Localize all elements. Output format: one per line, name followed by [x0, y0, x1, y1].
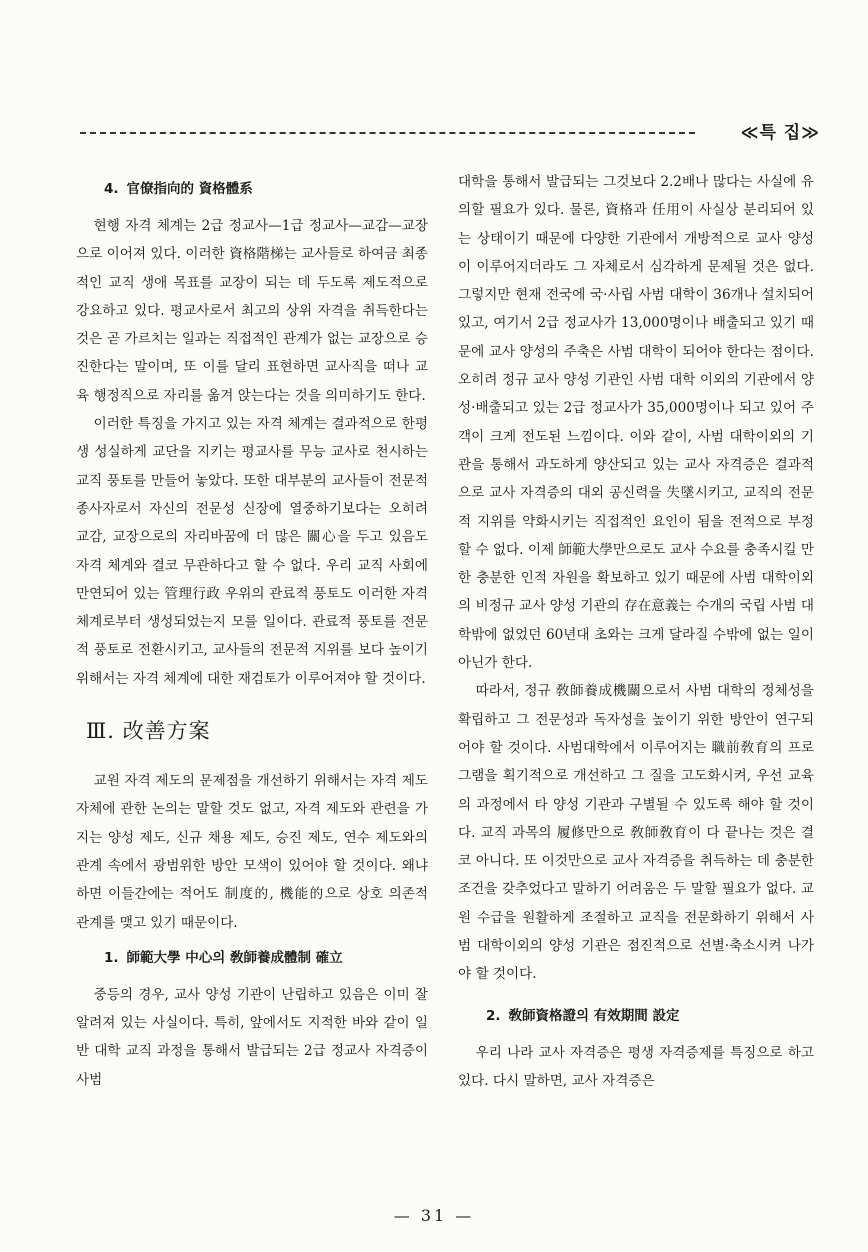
page-header — [80, 118, 820, 148]
subsection-title: 師範大學 中心의 敎師養成體制 確立 — [126, 949, 343, 966]
body-paragraph: 현행 자격 체계는 2급 정교사—1급 정교사—교감—교장으로 이어져 있다. 이러한 資格階梯는 교사들로 하여금 최종적인 교직 생애 목표를 교장이 되는 데 두도록 제도적으로 강요하고 있다. 평교사로서 최고의 상위 자격을 취득한다는 것은 곧 가르치는 일과는 직접적인 관계가 없는 교장으로 승진한다는 말이며, 또 이를 달리 표현하면 교사직을 떠나 교육 행정직으로 자리를 옮겨 앉는다는 것을 의미하기도 한다. — [76, 218, 428, 404]
page-number: — 31 — — [393, 1206, 475, 1225]
subsection-title: 敎師資格證의 有效期間 設定 — [508, 1007, 680, 1024]
section-3-heading: Ⅲ. 改善方案 — [86, 719, 211, 744]
subsection-number: 4. — [104, 181, 119, 197]
subsection-number: 2. — [486, 1007, 501, 1024]
subsection-2-heading — [486, 1003, 814, 1029]
body-paragraph: 교원 자격 제도의 문제점을 개선하기 위해서는 자격 제도 자체에 관한 논의는 말할 것도 없고, 자격 제도와 관련을 가지는 양성 제도, 신규 채용 제도, 승진 제도, 연수 제도와의 관계 속에서 광범위한 방안 모색이 있어야 할 것이다. 왜냐 하면 이들간에는 적어도 制度的, 機能的으로 상호 의존적 관계를 맺고 있기 때문이다. — [76, 773, 428, 931]
subsection-4-heading — [104, 176, 428, 202]
subsection-title: 官僚指向的 資格體系 — [126, 181, 253, 197]
body-paragraph: 우리 나라 교사 자격증은 평생 자격증제를 특징으로 하고 있다. 다시 말하면, 교사 자격증은 — [458, 1044, 814, 1089]
subsection-number: 1. — [104, 949, 119, 966]
body-paragraph: 중등의 경우, 교사 양성 기관이 난립하고 있음은 이미 잘 알려져 있는 사실이다. 특히, 앞에서도 지적한 바와 같이 일반 대학 교직 과정을 통해서 발급되는 2급 정교사 자격증이 사범 — [76, 986, 428, 1088]
header-dashed-rule — [80, 132, 695, 134]
left-column — [76, 168, 428, 1094]
subsection-1-heading — [104, 945, 428, 971]
header-special-feature-label: ≪특 집≫ — [740, 123, 820, 143]
body-paragraph-continuation: 대학을 통해서 발급되는 그것보다 2.2배나 많다는 사실에 유의할 필요가 있다. 물론, 資格과 任用이 사실상 분리되어 있는 상태이기 때문에 다양한 기관에서 개방적으로 교사 양성이 이루어지더라도 그 자체로서 심각하게 문제될 것은 없다. 그렇지만 현재 전국에 국·사립 사범 대학이 36개나 설치되어 있고, 여기서 2급 정교사가 13,000명이나 배출되고 있기 때문에 교사 양성의 주축은 사범 대학이 되어야 한다는 점이다. 오히려 정규 교사 양성 기관인 사범 대학 이외의 기관에서 양성·배출되고 있는 2급 정교사가 35,000명이나 되고 있어 주객이 크게 전도된 느낌이다. 이와 같이, 사범 대학이외의 기관을 통해서 과도하게 양산되고 있는 교사 자격증은 결과적으로 교사 자격증의 대외 공신력을 失墜시키고, 교직의 전문적 지위를 약화시키는 직접적인 요인이 됨을 전적으로 부정할 수 없다. 이제 師範大學만으로도 교사 수요를 충족시킬 만한 충분한 인적 자원을 확보하고 있기 때문에 사범 대학이외의 비정규 교사 양성 기관의 存在意義는 수개의 국립 사범 대학밖에 없었던 60년대 초와는 크게 달라질 수밖에 없는 일이 아닌가 한다. — [458, 174, 814, 672]
spacer — [458, 989, 814, 995]
body-paragraph: 이러한 특징을 가지고 있는 자격 체계는 결과적으로 한평생 성실하게 교단을 지키는 평교사를 무능 교사로 천시하는 교직 풍토를 만들어 놓았다. 또한 대부분의 교사들이 전문적 종사자로서 자신의 전문성 신장에 열중하기보다는 오히려 교감, 교장으로의 자리바꿈에 더 많은 關心을 두고 있음도 자격 체계와 결코 무관하다고 할 수 없다. 우리 교직 사회에 만연되어 있는 管理行政 우위의 관료적 풍토도 이러한 자격 체계로부터 생성되었는지 모를 일이다. 관료적 풍토를 전문적 풍토로 전환시키고, 교사들의 전문적 지위를 보다 높이기 위해서는 자격 체계에 대한 재검토가 이루어져야 할 것이다. — [76, 416, 428, 687]
right-column — [458, 168, 814, 1095]
body-paragraph: 따라서, 정규 敎師養成機關으로서 사범 대학의 정체성을 확립하고 그 전문성과 독자성을 높이기 위한 방안이 연구되어야 할 것이다. 사범대학에서 이루어지는 職前敎育의 프로그램을 획기적으로 개선하고 그 질을 고도화시켜, 우선 교육의 과정에서 타 양성 기관과 구별될 수 있도록 해야 할 것이다. 교직 과목의 履修만으로 敎師敎育이 다 끝나는 것은 결코 아니다. 또 이것만으로 교사 자격증을 취득하는 데 충분한 조건을 갖추었다고 말하기 어려움은 두 말할 필요가 없다. 교원 수급을 원활하게 조절하고 교직을 전문화하기 위해서 사범 대학이외의 양성 기관은 점진적으로 선별·축소시켜 나가야 할 것이다. — [458, 683, 814, 983]
